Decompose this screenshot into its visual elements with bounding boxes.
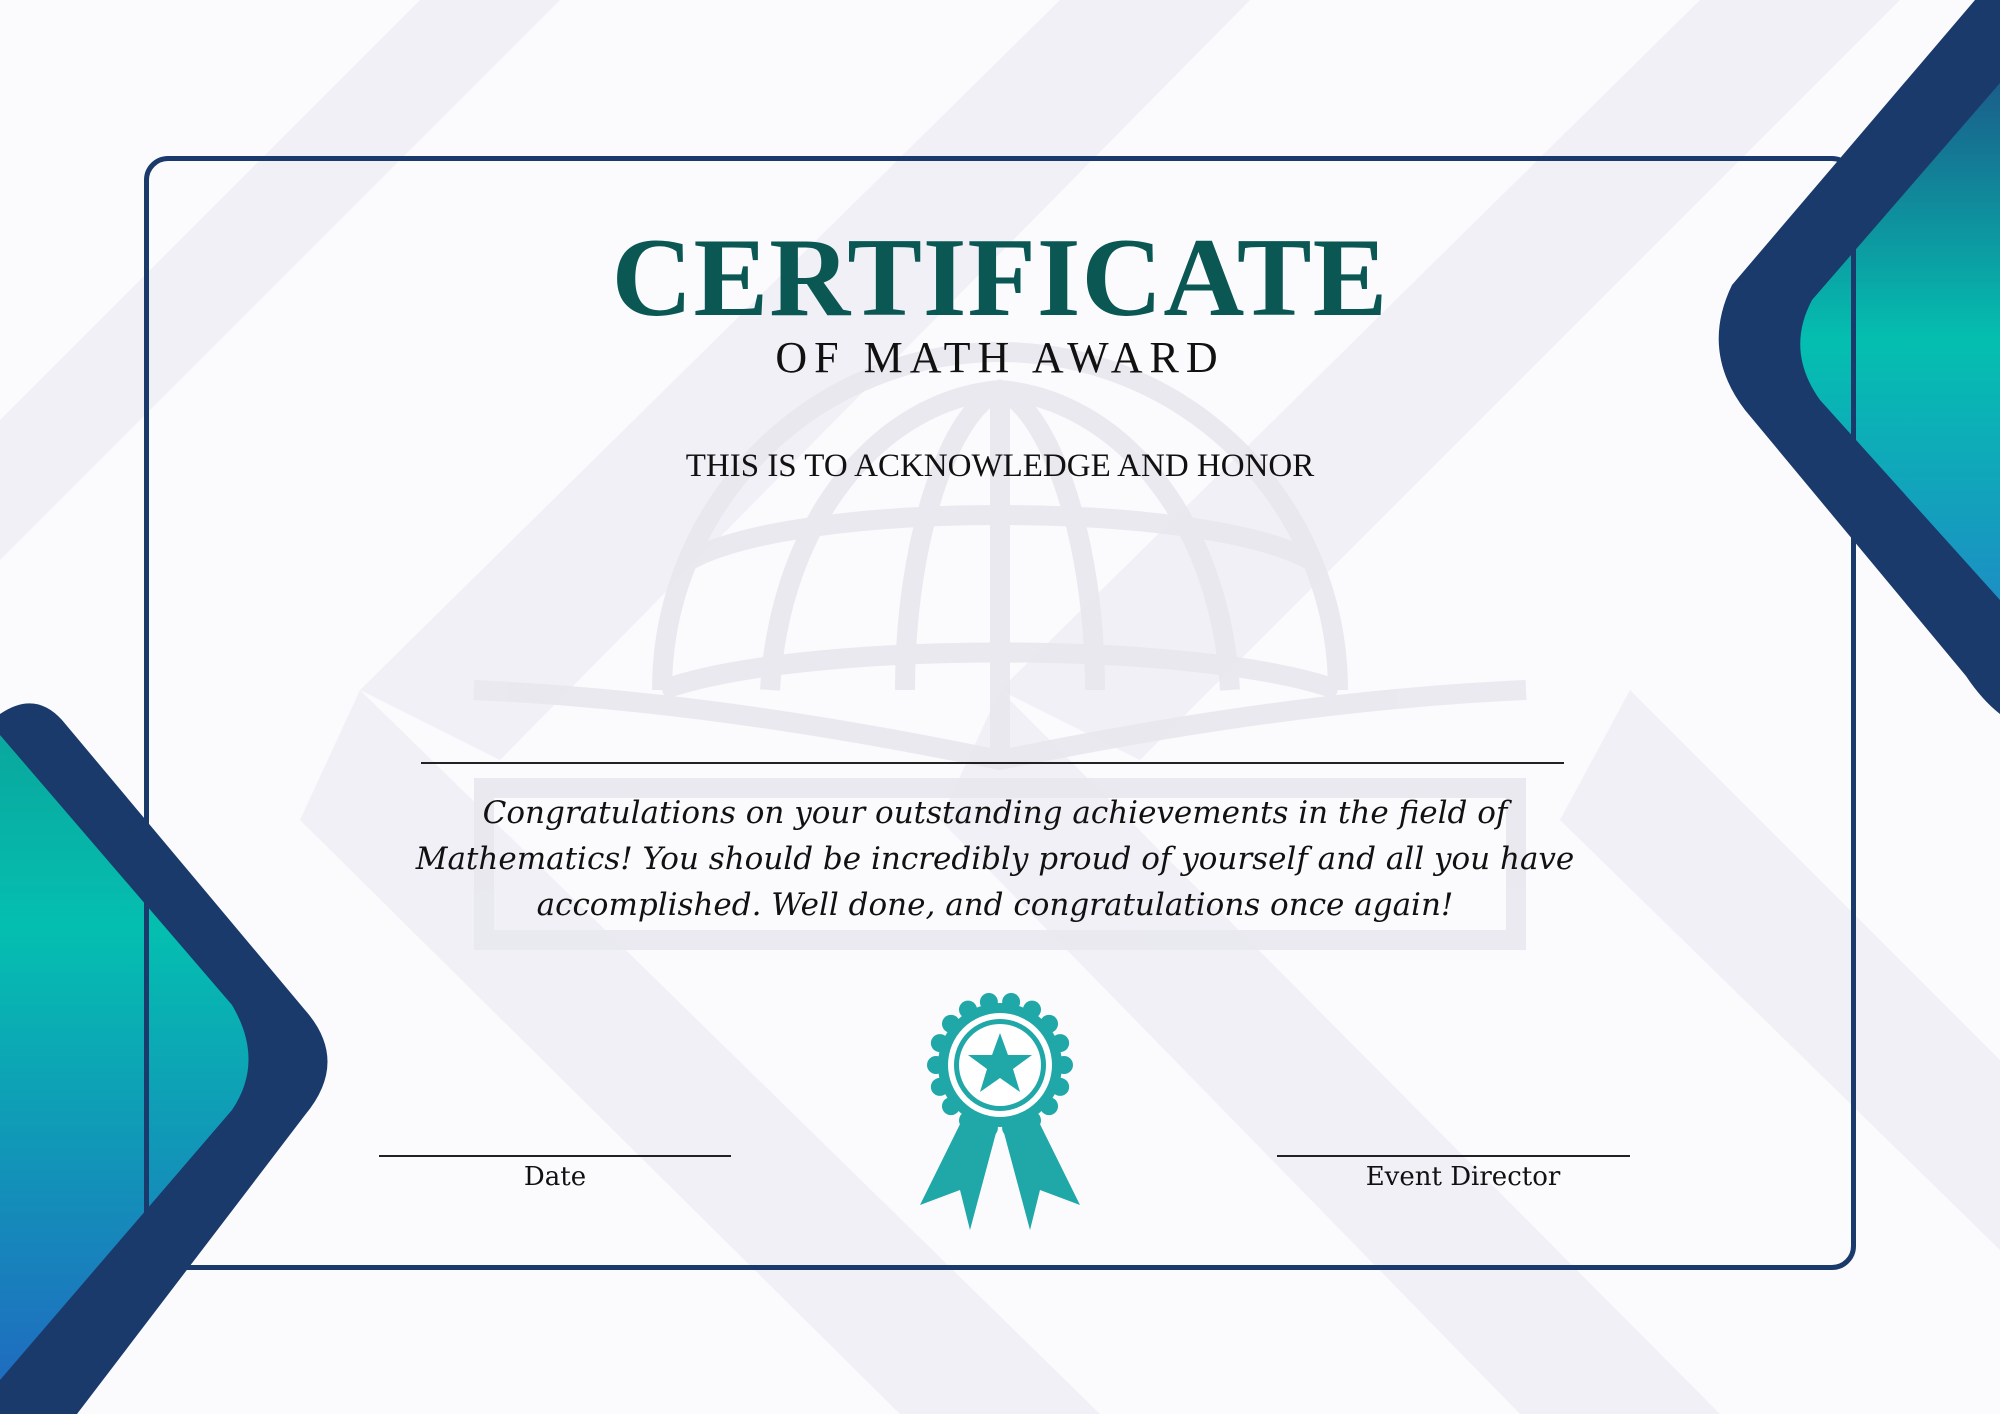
medal-scallop <box>980 1119 998 1137</box>
medal-scallop <box>927 1056 945 1074</box>
award-ribbon-icon <box>915 990 1085 1235</box>
medal-scallop <box>959 1001 977 1019</box>
recipient-name-line <box>421 762 1564 764</box>
event-director-label: Event Director <box>1365 1162 1561 1192</box>
medal-scallop <box>1023 1111 1041 1129</box>
medal-scallop <box>1055 1056 1073 1074</box>
director-signature-line <box>1277 1155 1630 1157</box>
medal-scallop <box>942 1097 960 1115</box>
medal-scallop <box>931 1078 949 1096</box>
medal-scallop <box>1051 1078 1069 1096</box>
certificate-title: CERTIFICATE <box>611 216 1389 340</box>
acknowledge-text: THIS IS TO ACKNOWLEDGE AND HONOR <box>685 448 1315 484</box>
message-paragraph: Congratulations on your outstanding achievements in the field of Mathematics! You should be incredibly proud of yourself and all you have accomplished. Well done, and congratulations once again! <box>415 795 1575 923</box>
medal-scallop <box>942 1015 960 1033</box>
certificate-subtitle: OF MATH AWARD <box>775 333 1225 382</box>
medal-scallop <box>1051 1034 1069 1052</box>
date-label: Date <box>523 1162 587 1192</box>
medal-scallop <box>1040 1015 1058 1033</box>
medal-scallop <box>980 993 998 1011</box>
medal-scallop <box>959 1111 977 1129</box>
medal-scallop <box>1023 1001 1041 1019</box>
medal-scallop <box>1040 1097 1058 1115</box>
date-signature-line <box>379 1155 731 1157</box>
medal-scallop <box>1002 993 1020 1011</box>
medal-scallop <box>931 1034 949 1052</box>
medal-scallop <box>1002 1119 1020 1137</box>
